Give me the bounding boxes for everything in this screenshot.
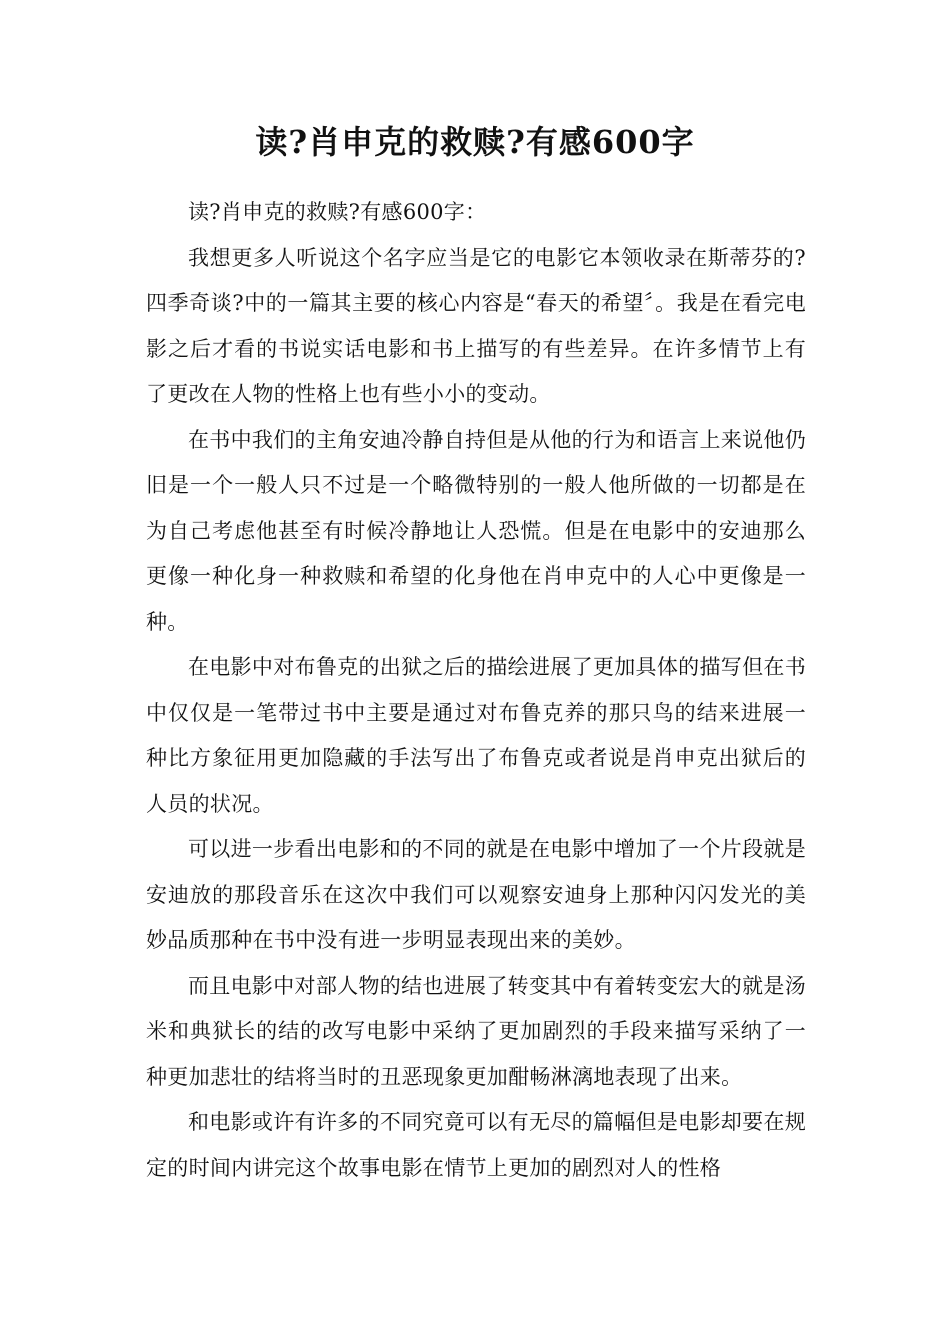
paragraph: 我想更多人听说这个名字应当是它的电影它本领收录在斯蒂芬的?四季奇谈?中的一篇其主要的核心内容是“春天的希望〞。我是在看完电影之后才看的书说实话电影和书上描写的有些差异。在许多情节上有了更改在人物的性格上也有些小小的变动。	[146, 245, 806, 406]
document-body	[146, 190, 806, 1191]
paragraph: 在书中我们的主角安迪冷静自持但是从他的行为和语言上来说他仍旧是一个一般人只不过是一个略微特别的一般人他所做的一切都是在为自己考虑他甚至有时候冷静地让人恐慌。但是在电影中的安迪那么更像一种化身一种救赎和希望的化身他在肖申克中的人心中更像是一种。	[146, 427, 806, 634]
paragraph: 而且电影中对部人物的结也进展了转变其中有着转变宏大的就是汤米和典狱长的结的改写电影中采纳了更加剧烈的手段来描写采纳了一种更加悲壮的结将当时的丑恶现象更加酣畅淋漓地表现了出来。	[146, 973, 806, 1089]
document-title: 读?肖申克的救赎?有感600字	[255, 123, 695, 161]
paragraph: 在电影中对布鲁克的出狱之后的描绘进展了更加具体的描写但在书中仅仅是一笔带过书中主要是通过对布鲁克养的那只鸟的结来进展一种比方象征用更加隐藏的手法写出了布鲁克或者说是肖申克出狱后的人员的状况。	[146, 655, 806, 816]
paragraph: 和电影或许有许多的不同究竟可以有无尽的篇幅但是电影却要在规定的时间内讲完这个故事电影在情节上更加的剧烈对人的性格	[146, 1110, 806, 1180]
paragraph: 读?肖申克的救赎?有感600字：	[188, 200, 487, 224]
paragraph: 可以进一步看出电影和的不同的就是在电影中增加了一个片段就是安迪放的那段音乐在这次中我们可以观察安迪身上那种闪闪发光的美妙品质那种在书中没有进一步明显表现出来的美妙。	[146, 837, 806, 952]
